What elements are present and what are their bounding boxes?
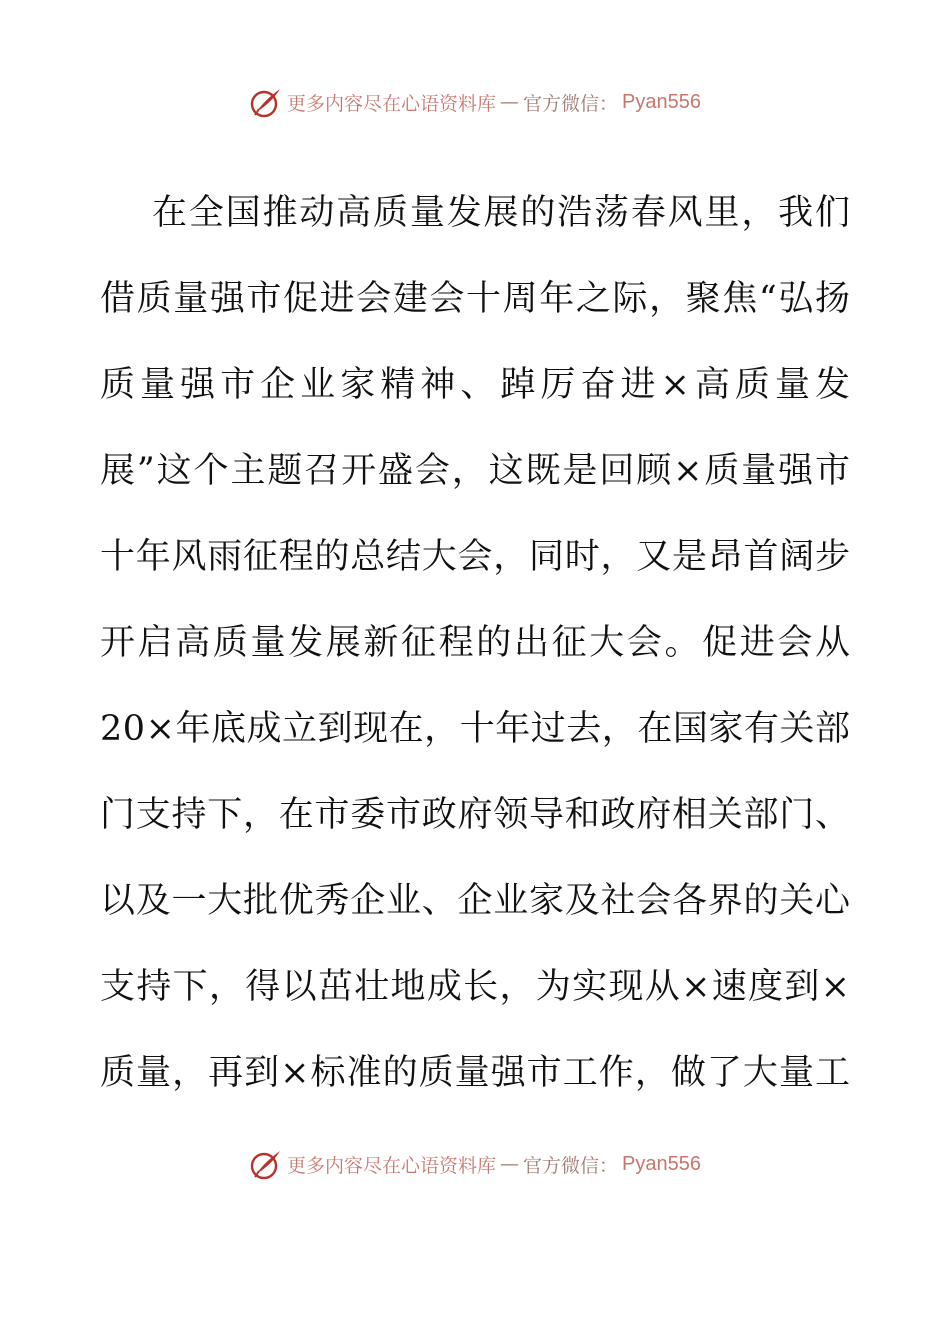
footer-banner: [0, 1144, 950, 1184]
body-line: 质量强市企业家精神、踔厉奋进×高质量发: [100, 365, 856, 405]
footer-banner-wechat-label: 官方微信：: [523, 1154, 619, 1177]
header-banner-title: 更多内容尽在心语资料库: [287, 92, 497, 115]
footer-banner-wechat-id: Pyan556: [622, 1152, 701, 1175]
body-line: 20×年底成立到现在，十年过去，在国家有关部: [100, 709, 851, 749]
footer-banner-inner: [249, 1147, 701, 1181]
header-banner-inner: [249, 85, 701, 119]
body-line: 展”这个主题召开盛会，这既是回顾×质量强市: [100, 451, 852, 491]
body-line: 十年风雨征程的总结大会，同时，又是昂首阔步: [100, 537, 851, 577]
body-line: 以及一大批优秀企业、企业家及社会各界的关心: [100, 881, 851, 921]
header-banner-wechat-id: Pyan556: [622, 90, 701, 113]
quill-logo-icon: [249, 1147, 283, 1181]
body-line: 借质量强市促进会建会十周年之际，聚焦“弘扬: [100, 279, 852, 319]
header-banner-wechat-label: 官方微信：: [523, 92, 619, 115]
body-line: 开启高质量发展新征程的出征大会。促进会从: [100, 623, 853, 663]
quill-logo-icon: [249, 85, 283, 119]
header-banner-dash: —: [500, 91, 520, 113]
header-banner: [0, 82, 950, 122]
footer-banner-title: 更多内容尽在心语资料库: [287, 1154, 497, 1177]
body-line: 质量，再到×标准的质量强市工作，做了大量工: [100, 1053, 852, 1093]
body-line: 在全国推动高质量发展的浩荡春风里，我们: [152, 193, 852, 233]
document-body: [100, 170, 856, 1116]
footer-banner-dash: —: [500, 1153, 520, 1175]
body-line: 门支持下，在市委市政府领导和政府相关部门、: [100, 795, 851, 835]
body-line: 支持下，得以茁壮地成长，为实现从×速度到×: [100, 967, 852, 1007]
